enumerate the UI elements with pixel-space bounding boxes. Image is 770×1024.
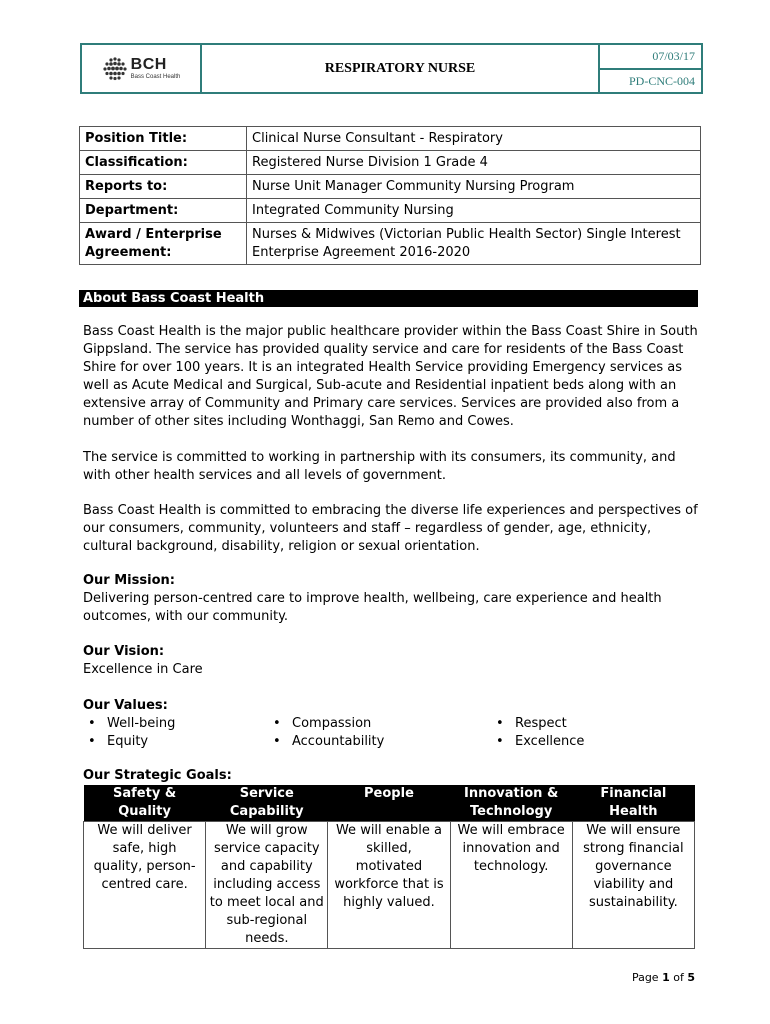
field-label: Award / Enterprise Agreement:: [80, 223, 247, 265]
vision-text: Excellence in Care: [83, 662, 203, 677]
bch-logo: [102, 56, 181, 82]
field-value: Nurses & Midwives (Victorian Public Health Sector) Single Interest Enterprise Agreement 2016-2020: [247, 223, 701, 265]
value-label: Respect: [515, 716, 567, 731]
table-row: [80, 223, 701, 265]
goal-header-innovation: Innovation & Technology: [450, 785, 572, 822]
value-label: Well-being: [107, 716, 176, 731]
about-heading: About Bass Coast Health: [79, 290, 698, 307]
position-details-table: [79, 126, 701, 265]
value-label: Compassion: [292, 716, 372, 731]
page-total: 5: [687, 971, 695, 984]
about-paragraph-1: Bass Coast Health is the major public healthcare provider within the Bass Coast Shire in South Gippsland. The service has provided quality service and care for residents of the Bass Coast Shire for over 100 years. It is an integrated Health Service providing Emergency services as well as Acute Medical and Surgical, Sub-acute and Residential inpatient beds along with an extensive array of Community and Primary care services. Services are provided also from a number of other sites including Wonthaggi, San Remo and Cowes.: [83, 324, 698, 429]
document-code: PD-CNC-004: [628, 73, 695, 88]
goal-text-people: We will enable a skilled, motivated workforce that is highly valued.: [328, 822, 450, 949]
goal-text-safety: We will deliver safe, high quality, person-centred care.: [84, 822, 206, 949]
document-meta: [598, 45, 701, 92]
goal-text-financial: We will ensure strong financial governance viability and sustainability.: [572, 822, 694, 949]
goal-header-people: People: [328, 785, 450, 822]
field-label: Reports to:: [80, 175, 247, 199]
goal-header-service: Service Capability: [206, 785, 328, 822]
about-paragraph-3: Bass Coast Health is committed to embracing the diverse life experiences and perspectives of our consumers, community, volunteers and staff – regardless of gender, age, ethnicity, cultural background, disability, religion or sexual orientation.: [83, 503, 698, 554]
table-row: [80, 127, 701, 151]
values-list-1: [83, 715, 175, 751]
field-label: Position Title:: [80, 127, 247, 151]
logo-mark-icon: [102, 56, 128, 82]
field-value: Registered Nurse Division 1 Grade 4: [247, 151, 701, 175]
document-title: RESPIRATORY NURSE: [324, 60, 476, 76]
list-item: • Compassion: [273, 716, 372, 731]
list-item: • Equity: [88, 734, 149, 749]
field-value: Nurse Unit Manager Community Nursing Program: [247, 175, 701, 199]
field-label: Department:: [80, 199, 247, 223]
page-word: Page: [631, 971, 659, 984]
goal-header-safety: Safety & Quality: [84, 785, 206, 822]
goal-text-innovation: We will embrace innovation and technology.: [450, 822, 572, 949]
values-heading: Our Values:: [83, 698, 168, 713]
list-item: • Respect: [496, 716, 567, 731]
of-word: of: [673, 971, 684, 984]
goal-text-service: We will grow service capacity and capability including access to meet local and sub-regional needs.: [206, 822, 328, 949]
field-value: Integrated Community Nursing: [247, 199, 701, 223]
about-paragraph-2: The service is committed to working in partnership with its consumers, its community, and with other health services and all levels of government.: [83, 450, 676, 483]
strategic-goals-table: [83, 785, 695, 949]
logo-subtext: Bass Coast Health: [130, 74, 181, 80]
field-value: Clinical Nurse Consultant - Respiratory: [247, 127, 701, 151]
table-row: [80, 199, 701, 223]
logo-cell: [82, 45, 202, 92]
logo-wordmark: BCH: [130, 56, 167, 73]
document-date: 07/03/17: [600, 45, 701, 70]
field-label: Classification:: [80, 151, 247, 175]
values-list-2: [268, 715, 384, 751]
table-row: [80, 175, 701, 199]
vision-heading: Our Vision:: [83, 644, 165, 659]
table-row: [80, 151, 701, 175]
mission-text: Delivering person-centred care to improve health, wellbeing, care experience and health outcomes, with our community.: [83, 591, 662, 624]
values-list-3: [491, 715, 584, 751]
mission-heading: Our Mission:: [83, 573, 175, 588]
goal-header-financial: Financial Health: [572, 785, 694, 822]
goals-heading: Our Strategic Goals:: [83, 768, 232, 783]
list-item: • Excellence: [496, 734, 585, 749]
document-header: [80, 43, 703, 94]
page-number: [632, 969, 695, 987]
list-item: • Well-being: [88, 716, 176, 731]
value-label: Accountability: [292, 734, 385, 749]
value-label: Equity: [107, 734, 149, 749]
value-label: Excellence: [515, 734, 585, 749]
list-item: • Accountability: [273, 734, 385, 749]
page-current: 1: [662, 971, 670, 984]
